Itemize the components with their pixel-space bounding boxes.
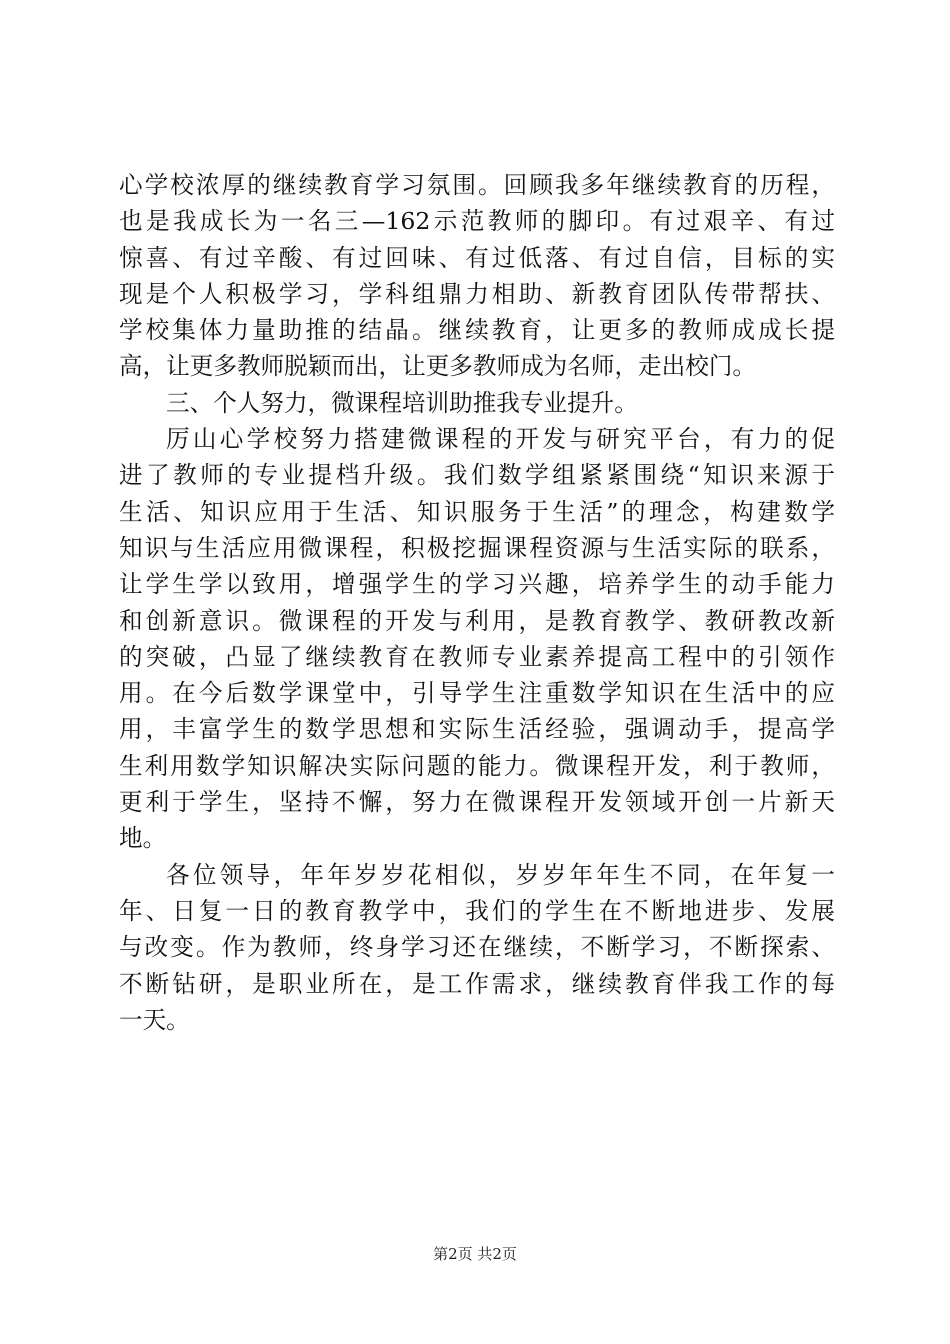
section-heading: 三、个人努力，微课程培训助推我专业提升。 <box>166 388 638 417</box>
text-line: 惊喜、有过辛酸、有过回味、有过低落、有过自信，目标的实 <box>119 243 835 272</box>
text-line: 生利用数学知识解决实际问题的能力。微课程开发，利于教师， <box>119 751 835 780</box>
text-line: 高，让更多教师脱颖而出，让更多教师成为名师，走出校门。 <box>119 352 757 381</box>
text-line: 与改变。作为教师，终身学习还在继续，不断学习，不断探索、 <box>119 933 835 962</box>
text-line: 用。在今后数学课堂中，引导学生注重数学知识在生活中的应 <box>119 679 835 708</box>
text-line: 更利于学生，坚持不懈，努力在微课程开发领域开创一片新天 <box>119 788 835 817</box>
text-line: 用，丰富学生的数学思想和实际生活经验，强调动手，提高学 <box>119 715 835 744</box>
text-line: 厉山心学校努力搭建微课程的开发与研究平台，有力的促 <box>166 425 835 454</box>
text-line: 年、日复一日的教育教学中，我们的学生在不断地进步、发展 <box>119 896 835 925</box>
document-body <box>119 167 835 1038</box>
text-line: 的突破，凸显了继续教育在教师专业素养提高工程中的引领作 <box>119 642 835 671</box>
text-line: 地。 <box>119 824 167 853</box>
text-line: 不断钻研，是职业所在，是工作需求，继续教育伴我工作的每 <box>119 969 835 998</box>
text-line: 和创新意识。微课程的开发与利用，是教育教学、教研教改新 <box>119 606 835 635</box>
text-line: 也是我成长为一名三—162示范教师的脚印。有过艰辛、有过 <box>119 207 835 236</box>
text-line: 进了教师的专业提档升级。我们数学组紧紧围绕“知识来源于 <box>119 461 835 490</box>
text-line: 生活、知识应用于生活、知识服务于生活”的理念，构建数学 <box>119 497 835 526</box>
text-line: 让学生学以致用，增强学生的学习兴趣，培养学生的动手能力 <box>119 570 835 599</box>
text-line: 各位领导，年年岁岁花相似，岁岁年年生不同，在年复一 <box>166 860 835 889</box>
text-line: 学校集体力量助推的结晶。继续教育，让更多的教师成成长提 <box>119 316 835 345</box>
text-line: 现是个人积极学习，学科组鼎力相助、新教育团队传带帮扶、 <box>119 279 835 308</box>
text-line: 一天。 <box>119 1005 190 1034</box>
text-line: 知识与生活应用微课程，积极挖掘课程资源与生活实际的联系， <box>119 533 835 562</box>
text-line: 心学校浓厚的继续教育学习氛围。回顾我多年继续教育的历程， <box>119 171 835 199</box>
page-number-footer: 第2页 共2页 <box>433 1245 517 1263</box>
